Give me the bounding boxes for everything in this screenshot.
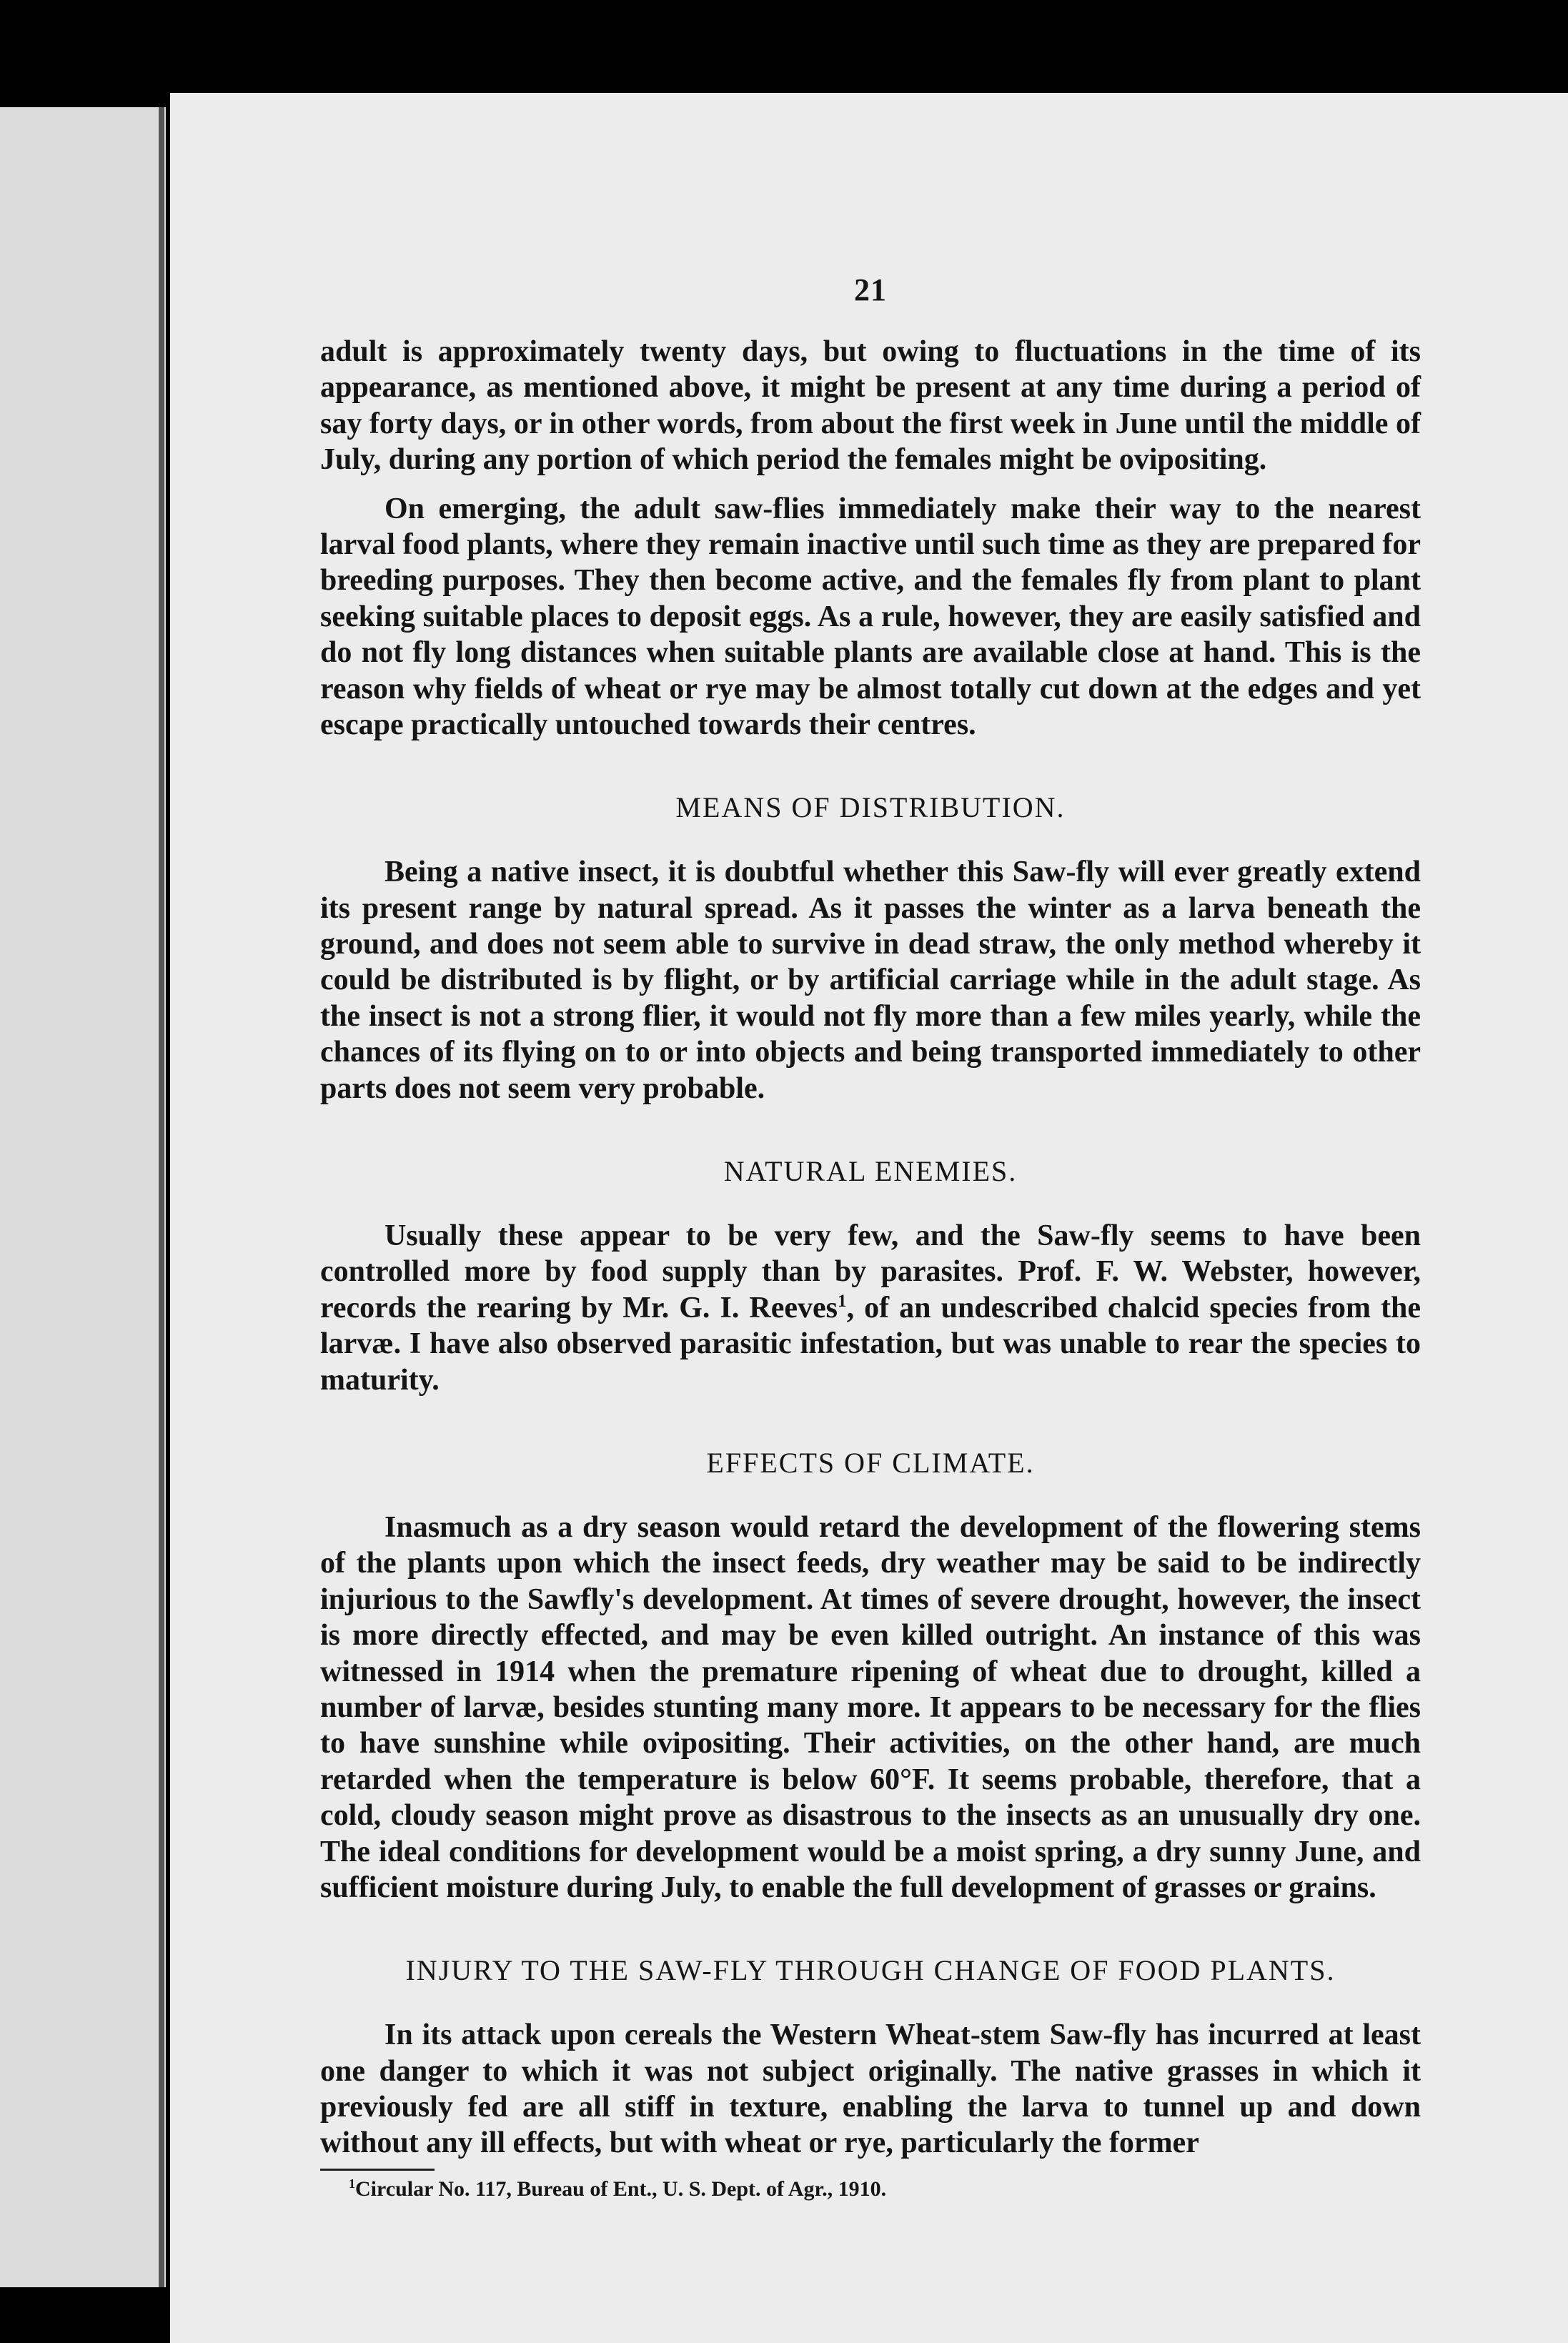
heading-means-of-distribution: MEANS OF DISTRIBUTION. <box>675 791 1066 824</box>
footnote-text: Circular No. 117, Bureau of Ent., U. S. Dept. of Agr., 1910. <box>355 2176 887 2201</box>
heading-natural-enemies: NATURAL ENEMIES. <box>723 1155 1018 1188</box>
paragraph-distribution: Being a native insect, it is doubtful whether this Saw-fly will ever greatly extend its present range by natural spread. As it passes the winter as a larva beneath the ground, and does not seem able to survive in dead straw, the only method whereby it could be distributed is by flight, or by artificial carriage while in the adult stage. As the insect is not a strong flier, it would not fly more than a few miles yearly, while the chances of its flying on to or into objects and being transported immediately to other parts does not seem very probable. <box>320 856 1421 1105</box>
heading-injury-food-plants: INJURY TO THE SAW-FLY THROUGH CHANGE OF FOOD PLANTS. <box>405 1954 1336 1987</box>
footnote <box>349 2176 1421 2201</box>
paragraph-adult-period: adult is approximately twenty days, but owing to fluctuations in the time of its appearance, as mentioned above, it might be present at any time during a period of say forty days, or in other words, from about the first week in June until the middle of July, during any portion of which period the females might be ovipositing. <box>320 335 1421 477</box>
document-page <box>170 93 1568 2343</box>
footnote-rule <box>320 2169 435 2171</box>
paragraph-natural-enemies <box>320 1218 1421 1398</box>
footnote-marker: 1 <box>349 2176 355 2191</box>
paragraph-climate: Inasmuch as a dry season would retard the development of the flowering stems of the plants upon which the insect feeds, dry weather may be said to be indirectly injurious to the Sawfly's development. At times of severe drought, however, the insect is more directly effected, and may be even killed outright. An instance of this was witnessed in 1914 when the premature ripening of wheat due to drought, killed a number of larvæ, besides stunting many more. It appears to be necessary for the flies to have sunshine while ovipositing. Their activities, on the other hand, are much retarded when the temperature is below 60°F. It seems probable, therefore, that a cold, cloudy season might prove as disastrous to the insects as an unusually dry one. The ideal conditions for development would be a moist spring, a dry sunny June, and sufficient moisture during July, to enable the full development of grasses or grains. <box>320 1510 1421 1904</box>
page-content <box>320 272 1421 2201</box>
footnote-ref: 1 <box>837 1291 847 1311</box>
paragraph-injury: In its attack upon cereals the Western Wheat-stem Saw-fly has incurred at least one danger to which it was not subject originally. The native grasses in which it previously fed are all stiff in texture, enabling the larva to tunnel up and down without any ill effects, but with wheat or rye, particularly the former <box>320 2018 1421 2160</box>
enemies-text-a: Usually these appear to be very few, and the Saw-fly seems to have been controlled more by food supply than by parasites. Prof. F. W. Webster, however, records the rearing by Mr. G. I. Reeves <box>320 1219 1421 1324</box>
heading-effects-of-climate: EFFECTS OF CLIMATE. <box>706 1446 1035 1479</box>
page-number: 21 <box>854 272 887 307</box>
previous-page-edge <box>0 107 166 2287</box>
paragraph-emerging: On emerging, the adult saw-flies immediately make their way to the nearest larval food plants, where they remain inactive until such time as they are prepared for breeding purposes. They then become active, and the females fly from plant to plant seeking suitable places to deposit eggs. As a rule, however, they are easily satisfied and do not fly long distances when suitable plants are available close at hand. This is the reason why fields of wheat or rye may be almost totally cut down at the edges and yet escape practically untouched towards their centres. <box>320 492 1421 741</box>
page-binding-edge <box>159 107 164 2287</box>
enemies-text-b: , of an undescribed chalcid species from the larvæ. I have also observed parasitic infestation, but was unable to rear the species to maturity. <box>320 1291 1421 1397</box>
